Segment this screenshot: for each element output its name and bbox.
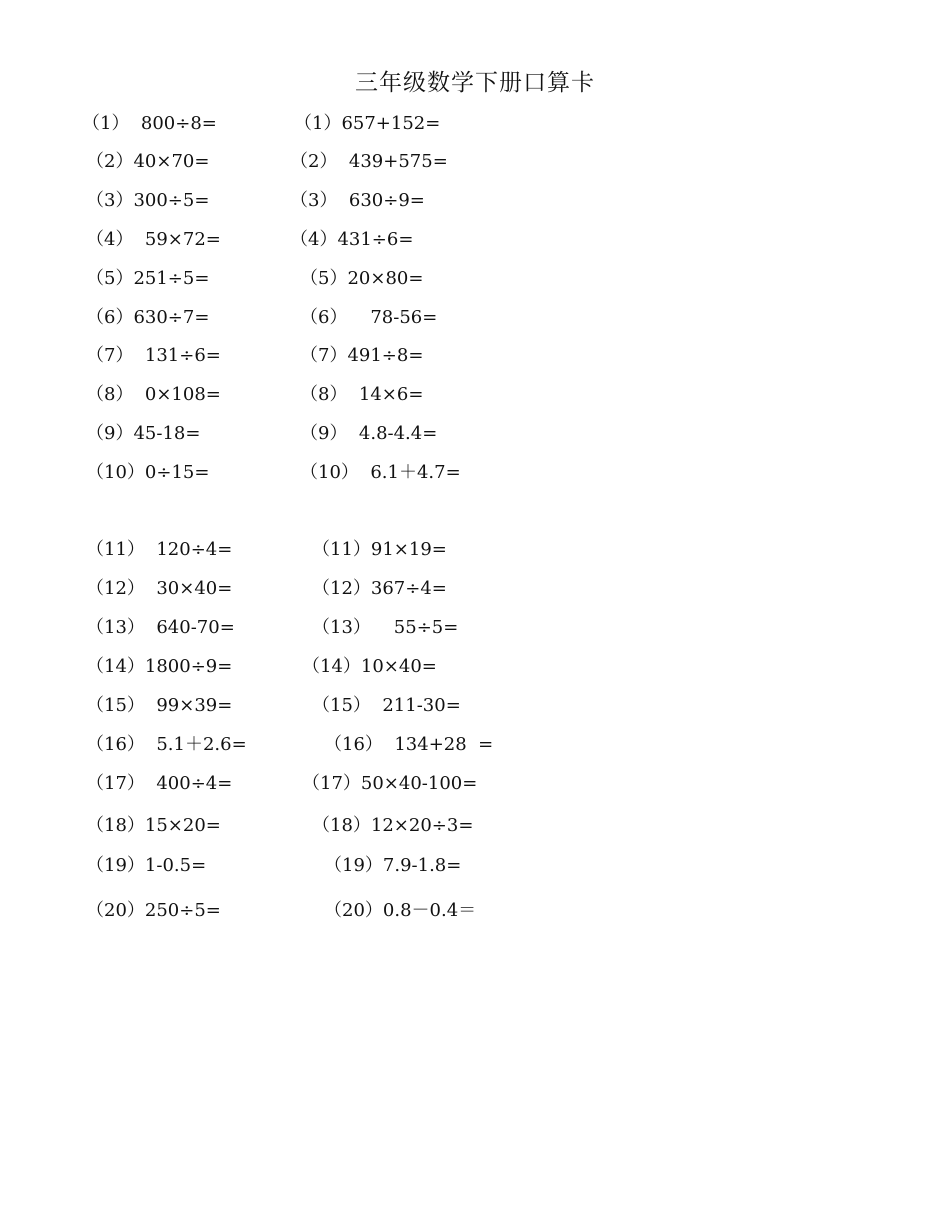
right-problem-8: （8） 14×6= [300, 384, 424, 405]
right-problem-10: （10） 6.1＋4.7= [300, 462, 461, 483]
left-problem-11: （11） 120÷4= [86, 539, 233, 560]
left-problem-15: （15） 99×39= [86, 695, 233, 716]
left-problem-20: （20）250÷5= [86, 900, 221, 921]
page-title: 三年级数学下册口算卡 [355, 70, 595, 96]
right-problem-1: （1）657+152= [294, 113, 441, 134]
right-problem-9: （9） 4.8-4.4= [300, 423, 438, 444]
left-problem-18: （18）15×20= [86, 815, 221, 836]
left-problem-4: （4） 59×72= [86, 229, 221, 250]
left-problem-7: （7） 131÷6= [86, 345, 221, 366]
right-problem-19: （19）7.9-1.8= [324, 855, 462, 876]
left-problem-8: （8） 0×108= [86, 384, 221, 405]
left-problem-14: （14）1800÷9= [86, 656, 233, 677]
right-problem-14: （14）10×40= [302, 656, 437, 677]
left-problem-17: （17） 400÷4= [86, 773, 233, 794]
right-problem-18: （18）12×20÷3= [312, 815, 474, 836]
right-problem-13: （13） 55÷5= [312, 617, 459, 638]
left-problem-19: （19）1-0.5= [86, 855, 207, 876]
left-problem-3: （3）300÷5= [86, 190, 210, 211]
right-problem-11: （11）91×19= [312, 539, 447, 560]
right-problem-2: （2） 439+575= [290, 151, 448, 172]
left-problem-1: （1） 800÷8= [82, 113, 217, 134]
right-problem-20: （20）0.8－0.4＝ [324, 900, 477, 921]
right-problem-6: （6） 78-56= [300, 307, 438, 328]
right-problem-16: （16） 134+28 = [324, 734, 494, 755]
right-problem-17: （17）50×40-100= [302, 773, 478, 794]
right-problem-15: （15） 211-30= [312, 695, 461, 716]
right-problem-3: （3） 630÷9= [290, 190, 425, 211]
left-problem-16: （16） 5.1＋2.6= [86, 734, 247, 755]
left-problem-12: （12） 30×40= [86, 578, 233, 599]
right-problem-7: （7）491÷8= [300, 345, 424, 366]
left-problem-6: （6）630÷7= [86, 307, 210, 328]
right-problem-4: （4）431÷6= [290, 229, 414, 250]
left-problem-9: （9）45-18= [86, 423, 201, 444]
right-problem-12: （12）367÷4= [312, 578, 447, 599]
left-problem-10: （10）0÷15= [86, 462, 210, 483]
left-problem-13: （13） 640-70= [86, 617, 235, 638]
right-problem-5: （5）20×80= [300, 268, 424, 289]
left-problem-5: （5）251÷5= [86, 268, 210, 289]
left-problem-2: （2）40×70= [86, 151, 210, 172]
